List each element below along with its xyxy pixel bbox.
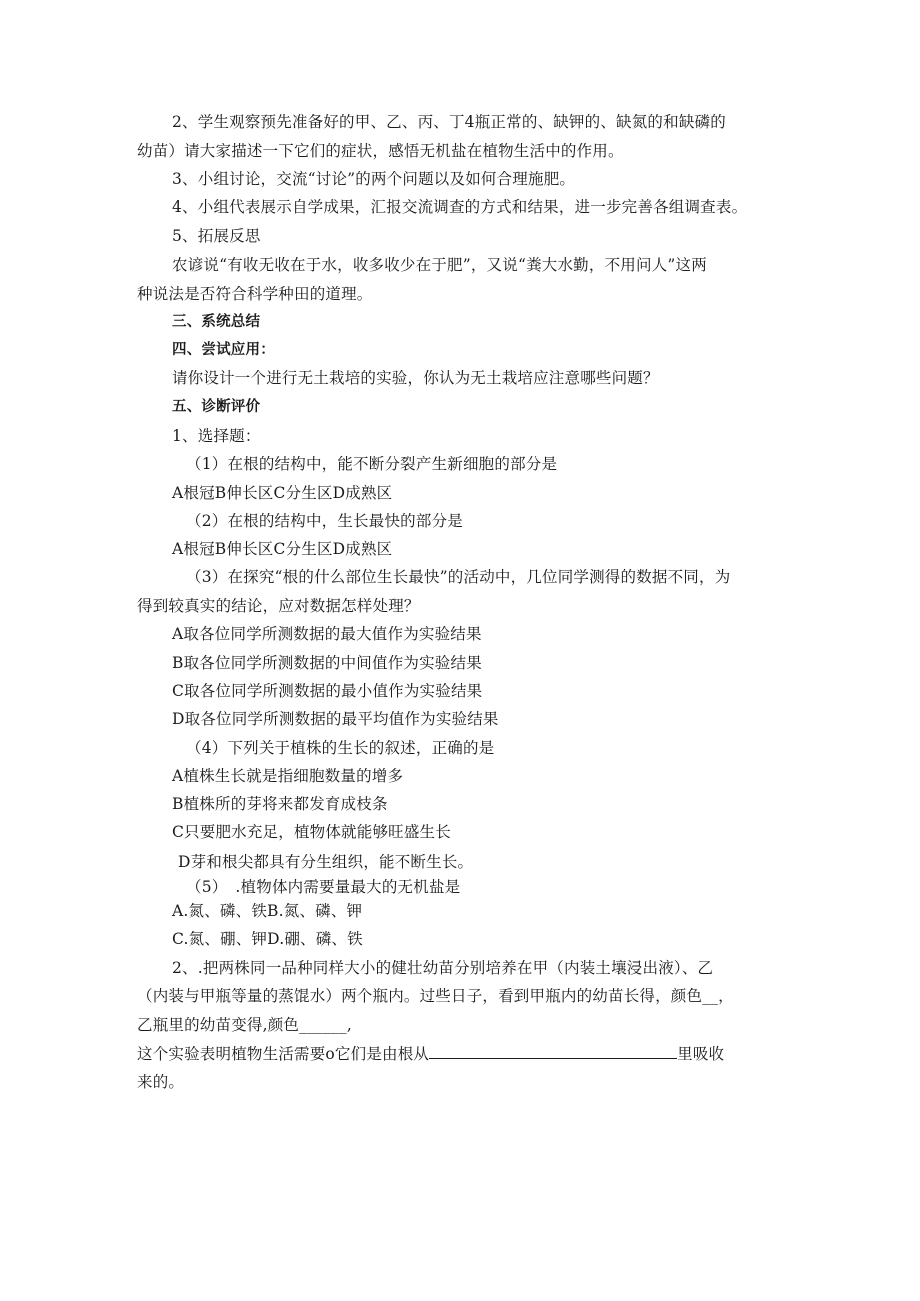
fill-question-line-4-end: 里吸收 — [677, 1045, 725, 1063]
question-4-option-a: A植株生长就是指细胞数量的增多 — [172, 767, 404, 785]
paragraph-discuss: 3、小组讨论，交流“讨论”的两个问题以及如何合理施肥。 — [172, 170, 576, 188]
question-2-stem: （2）在根的结构中，生长最快的部分是 — [186, 512, 463, 530]
question-5-options-ab: A.氮、磷、铁B.氮、磷、钾 — [172, 902, 363, 920]
answer-blank-absorb[interactable] — [429, 1042, 677, 1059]
fill-question-line-4 — [137, 1042, 724, 1065]
paragraph-observe-line-1: 2、学生观察预先准备好的甲、乙、丙、丁4瓶正常的、缺钾的、缺氮的和缺磷的 — [172, 113, 726, 131]
question-3-option-a: A取各位同学所测数据的最大值作为实验结果 — [172, 625, 482, 643]
fill-question-line-3: 乙瓶里的幼苗变得,颜色______, — [137, 1016, 352, 1034]
question-1-stem: （1）在根的结构中，能不断分裂产生新细胞的部分是 — [186, 455, 558, 473]
paragraph-report: 4、小组代表展示自学成果，汇报交流调查的方式和结果，进一步完善各组调查表。 — [172, 198, 748, 216]
question-4-stem: （4）下列关于植株的生长的叙述，正确的是 — [186, 739, 495, 757]
section-heading-summary: 三、系统总结 — [172, 314, 261, 330]
question-3-stem-line-1: （3）在探究“根的什么部位生长最快”的活动中，几位同学测得的数据不同，为 — [186, 568, 731, 586]
question-2-options: A根冠B伸长区C分生区D成熟区 — [172, 540, 393, 558]
question-5-options-cd: C.氮、硼、钾D.硼、磷、铁 — [172, 930, 363, 948]
question-4-option-b: B植株所的芽将来都发育成枝条 — [172, 795, 388, 813]
paragraph-proverb-line-2: 种说法是否符合科学种田的道理。 — [137, 285, 373, 303]
fill-question-line-1: 2、.把两株同一品种同样大小的健壮幼苗分别培养在甲（内装土壤浸出液）、乙 — [172, 959, 714, 977]
section-heading-evaluation: 五、诊断评价 — [172, 399, 261, 415]
paragraph-proverb-line-1: 农谚说“有收无收在于水，收多收少在于肥”，又说“粪大水勤，不用问人”这两 — [172, 256, 707, 274]
section-heading-apply: 四、尝试应用： — [172, 342, 275, 358]
question-3-option-d: D取各位同学所测数据的最平均值作为实验结果 — [172, 710, 499, 728]
subsection-choice-questions: 1、选择题： — [172, 427, 261, 445]
question-1-options: A根冠B伸长区C分生区D成熟区 — [172, 484, 393, 502]
question-3-option-b: B取各位同学所测数据的中间值作为实验结果 — [172, 654, 482, 672]
question-5-stem: （5） .植物体内需要量最大的无机盐是 — [186, 878, 461, 896]
paragraph-soilless-culture: 请你设计一个进行无土栽培的实验，你认为无土栽培应注意哪些问题？ — [172, 369, 659, 387]
question-3-stem-line-2: 得到较真实的结论，应对数据怎样处理？ — [137, 597, 420, 615]
question-4-option-d: D芽和根尖都具有分生组织，能不断生长。 — [178, 853, 474, 871]
fill-question-line-2: （内装与甲瓶等量的蒸馄水）两个瓶内。过些日子，看到甲瓶内的幼苗长得，颜色__， — [137, 987, 734, 1005]
fill-question-line-4-start: 这个实验表明植物生活需要o它们是由根从 — [137, 1045, 430, 1063]
fill-question-line-5: 来的。 — [137, 1073, 185, 1091]
paragraph-observe-line-2: 幼苗）请大家描述一下它们的症状，感悟无机盐在植物生活中的作用。 — [137, 142, 624, 160]
question-4-option-c: C只要肥水充足，植物体就能够旺盛生长 — [172, 823, 451, 841]
paragraph-reflect-heading: 5、拓展反思 — [172, 227, 261, 245]
question-3-option-c: C取各位同学所测数据的最小值作为实验结果 — [172, 682, 483, 700]
